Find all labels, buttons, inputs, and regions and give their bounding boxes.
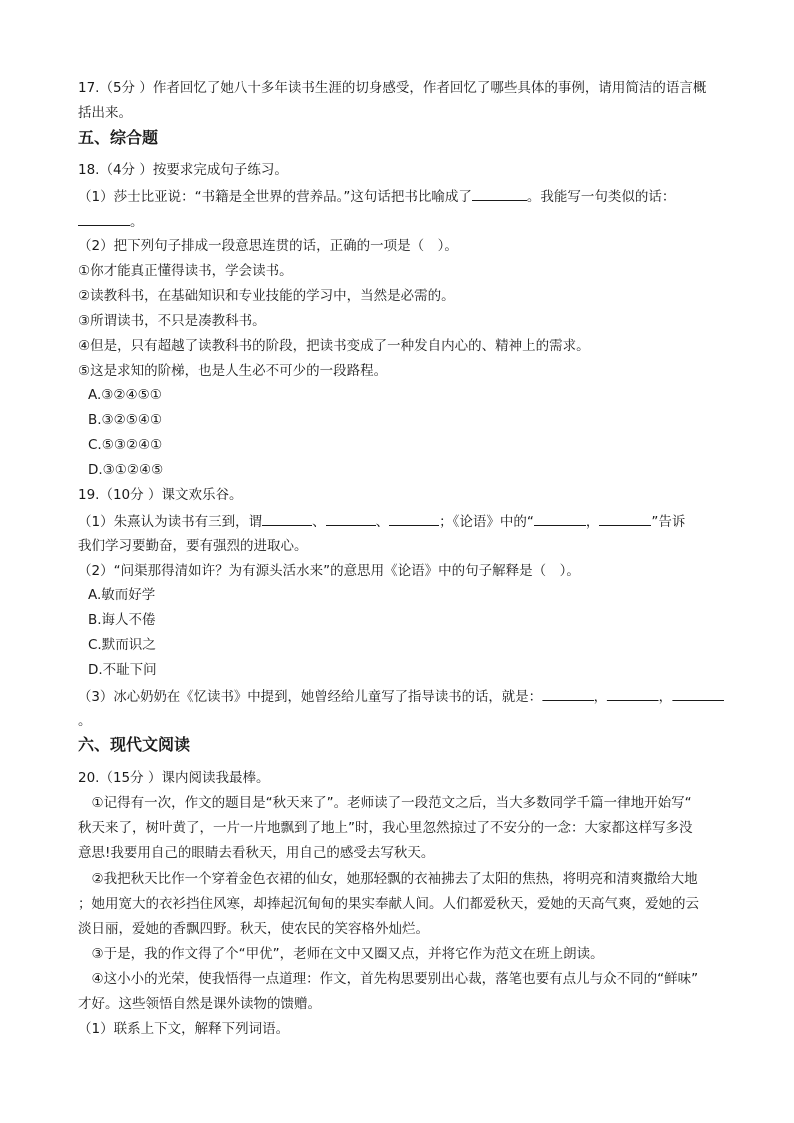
q19-header: 19.（10分 ）课文欢乐谷。 (78, 487, 243, 503)
q18-option-a[interactable]: A.③②④⑤① (88, 387, 162, 403)
q18-header: 18.（4分 ）按要求完成句子练习。 (78, 162, 288, 178)
separator: ， (585, 514, 600, 530)
q19-part1-line-2: 我们学习要勤奋，要有强烈的进取心。 (78, 538, 308, 554)
passage-line: ④这小小的光荣，使我悟得一点道理：作文，首先构思要别出心裁，落笔也要有点儿与众不同的“鲜味” (78, 971, 699, 987)
q19-option-b[interactable]: B.诲人不倦 (88, 612, 156, 628)
q18-option-b[interactable]: B.③②⑤④① (88, 412, 163, 428)
q18-part1-end: 。 (130, 214, 144, 230)
q18-sentence-4: ④但是，只有超越了读教科书的阶段，把读书变成了一种发自内心的、精神上的需求。 (78, 338, 590, 354)
q19-part3-text: （3）冰心奶奶在《忆读书》中提到，她曾经给儿童写了指导读书的话，就是： (78, 689, 542, 705)
q19-part1-text-a: （1）朱熹认为读书有三到，谓 (78, 514, 263, 530)
q20-header: 20.（15分 ）课内阅读我最棒。 (78, 770, 270, 786)
q18-part1-text-b: 。我能写一句类似的话： (526, 189, 676, 205)
q18-part1 (78, 186, 675, 207)
q19-part2: （2）“问渠那得清如许？为有源头活水来”的意思用《论语》中的句子解释是（ ）。 (78, 563, 580, 579)
section-5-title: 五、综合题 (78, 128, 159, 147)
answer-blank[interactable] (472, 186, 527, 201)
answer-blank[interactable] (542, 686, 594, 701)
separator: ， (658, 689, 672, 705)
q19-option-c[interactable]: C.默而识之 (88, 637, 156, 653)
q19-option-a[interactable]: A.敏而好学 (88, 587, 156, 603)
separator: 、 (312, 514, 326, 530)
answer-blank[interactable] (672, 686, 724, 701)
separator: ， (593, 689, 607, 705)
answer-blank[interactable] (326, 511, 376, 526)
q20-sub-question-1: （1）联系上下文，解释下列词语。 (78, 1021, 290, 1037)
q19-part1-text-b: ；《论语》中的“ (439, 514, 534, 530)
q18-part1-cont (78, 211, 144, 232)
q19-part1 (78, 511, 685, 532)
q18-part1-text-a: （1）莎士比亚说：“书籍是全世界的营养品。”这句话把书比喻成了 (78, 189, 472, 205)
q19-part3 (78, 686, 724, 707)
answer-blank[interactable] (599, 511, 651, 526)
q18-sentence-3: ③所谓读书，不只是凑教科书。 (78, 313, 266, 329)
answer-blank[interactable] (78, 211, 130, 226)
answer-blank[interactable] (607, 686, 659, 701)
q18-sentence-2: ②读教科书，在基础知识和专业技能的学习中，当然是必需的。 (78, 288, 455, 304)
section-6-title: 六、现代文阅读 (78, 735, 191, 754)
passage-line: 淡日丽，爱她的香飘四野。秋天，使农民的笑容格外灿烂。 (78, 921, 429, 937)
q18-option-d[interactable]: D.③①②④⑤ (88, 462, 164, 478)
passage-line: ③于是，我的作文得了个“甲优”，老师在文中又圈又点，并将它作为范文在班上朗读。 (78, 946, 604, 962)
q17-line-2: 括出来。 (78, 105, 132, 121)
q18-sentence-1: ①你才能真正懂得读书，学会读书。 (78, 263, 293, 279)
q19-part3-end: 。 (78, 713, 92, 729)
passage-line: 意思!我要用自己的眼睛去看秋天，用自己的感受去写秋天。 (78, 845, 435, 861)
q18-option-c[interactable]: C.⑤③②④① (88, 437, 163, 453)
answer-blank[interactable] (389, 511, 439, 526)
separator: 、 (375, 514, 390, 530)
q18-sentence-5: ⑤这是求知的阶梯，也是人生必不可少的一段路程。 (78, 363, 388, 379)
q17-line-1: 17.（5分 ）作者回忆了她八十多年读书生涯的切身感受，作者回忆了哪些具体的事例，请用简洁的语言概 (78, 80, 707, 96)
answer-blank[interactable] (262, 511, 312, 526)
passage-line: ；她用宽大的衣衫挡住风寒，却捧起沉甸甸的果实奉献人间。人们都爱秋天，爱她的天高气爽，爱她的云 (78, 896, 699, 912)
q19-option-d[interactable]: D.不耻下问 (88, 662, 157, 678)
q19-part1-text-c: ”告诉 (651, 514, 686, 530)
answer-blank[interactable] (534, 511, 586, 526)
passage-line: 才好。这些领悟自然是课外读物的馈赠。 (78, 996, 321, 1012)
passage-line: 秋天来了，树叶黄了，一片一片地飘到了地上”时，我心里忽然掠过了不安分的一念：大家都这样写多没 (78, 820, 693, 836)
passage-line: ②我把秋天比作一个穿着金色衣裙的仙女，她那轻飘的衣袖拂去了太阳的焦热，将明亮和清爽撒给大地 (78, 871, 698, 887)
passage-line: ①记得有一次，作文的题目是“秋天来了”。老师读了一段范文之后，当大多数同学千篇一律地开始写“ (78, 795, 692, 811)
q18-part2: （2）把下列句子排成一段意思连贯的话，正确的一项是（ ）。 (78, 238, 458, 254)
